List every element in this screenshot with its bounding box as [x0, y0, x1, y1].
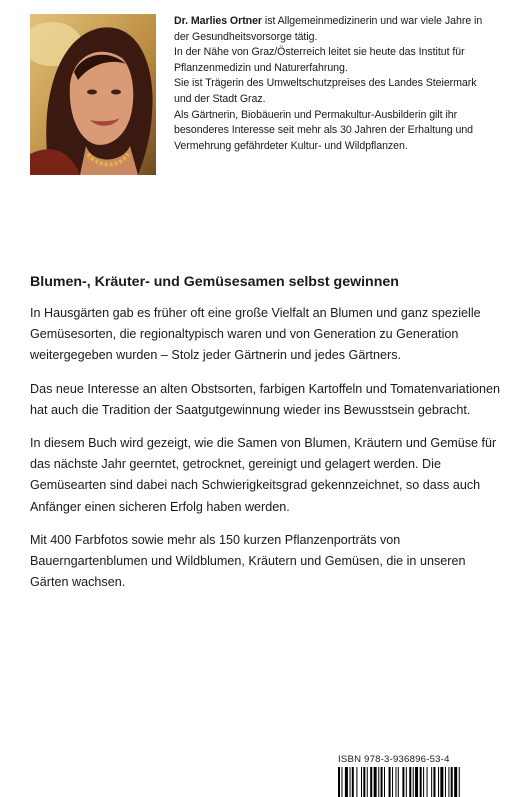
bio-paragraph: Sie ist Trägerin des Umweltschutzpreises des Landes Steiermark und der Stadt Graz.	[174, 77, 477, 105]
barcode	[338, 767, 504, 797]
section-heading: Blumen-, Kräuter- und Gemüsesamen selbst gewinnen	[30, 274, 399, 290]
description-paragraph: In diesem Buch wird gezeigt, wie die Samen von Blumen, Kräutern und Gemüse für das nächste Jahr geerntet, getrocknet, gereinigt und gelagert werden. Die Gemüsearten sind dabei nach Schwierigkeitsgrad gekennzeichnet, so dass auch Anfänger einen sicheren Erfolg haben werden.	[30, 436, 497, 514]
author-bio	[174, 14, 494, 154]
author-photo	[30, 14, 156, 175]
bio-intro	[174, 14, 494, 45]
author-name: Dr. Marlies Ortner	[174, 15, 263, 27]
bio-intro-text: ist Allgemeinmedizinerin und war viele Jahre in der Gesundheitsvorsorge tätig.	[174, 15, 483, 43]
bio-paragraph: In der Nähe von Graz/Österreich leitet sie heute das Institut für Pflanzenmedizin und Naturerfahrung.	[174, 46, 465, 74]
description-paragraph: In Hausgärten gab es früher oft eine große Vielfalt an Blumen und ganz spezielle Gemüsesorten, die regionaltypisch waren und von Generation zu Generation weitergegeben wurden – Stolz jeder Gärtnerin und jedes Gärtners.	[30, 306, 481, 363]
description-paragraph: Das neue Interesse an alten Obstsorten, farbigen Kartoffeln und Tomatenvariationen hat auch die Tradition der Saatgutgewinnung wieder ins Bewusstsein gebracht.	[30, 381, 501, 417]
isbn-label: ISBN 978-3-936896-53-4	[338, 754, 450, 765]
description	[30, 303, 500, 605]
bio-paragraph: Als Gärtnerin, Biobäuerin und Permakultur-Ausbilderin gilt ihr besonderes Interesse seit mehr als 30 Jahren der Erhaltung und Vermehrung gefährdeter Kultur- und Wildpflanzen.	[174, 108, 474, 152]
description-paragraph: Mit 400 Farbfotos sowie mehr als 150 kurzen Pflanzenporträts von Bauerngartenblumen und Wildblumen, Kräutern und Gemüsen, die in unseren Gärten wachsen.	[30, 532, 466, 590]
